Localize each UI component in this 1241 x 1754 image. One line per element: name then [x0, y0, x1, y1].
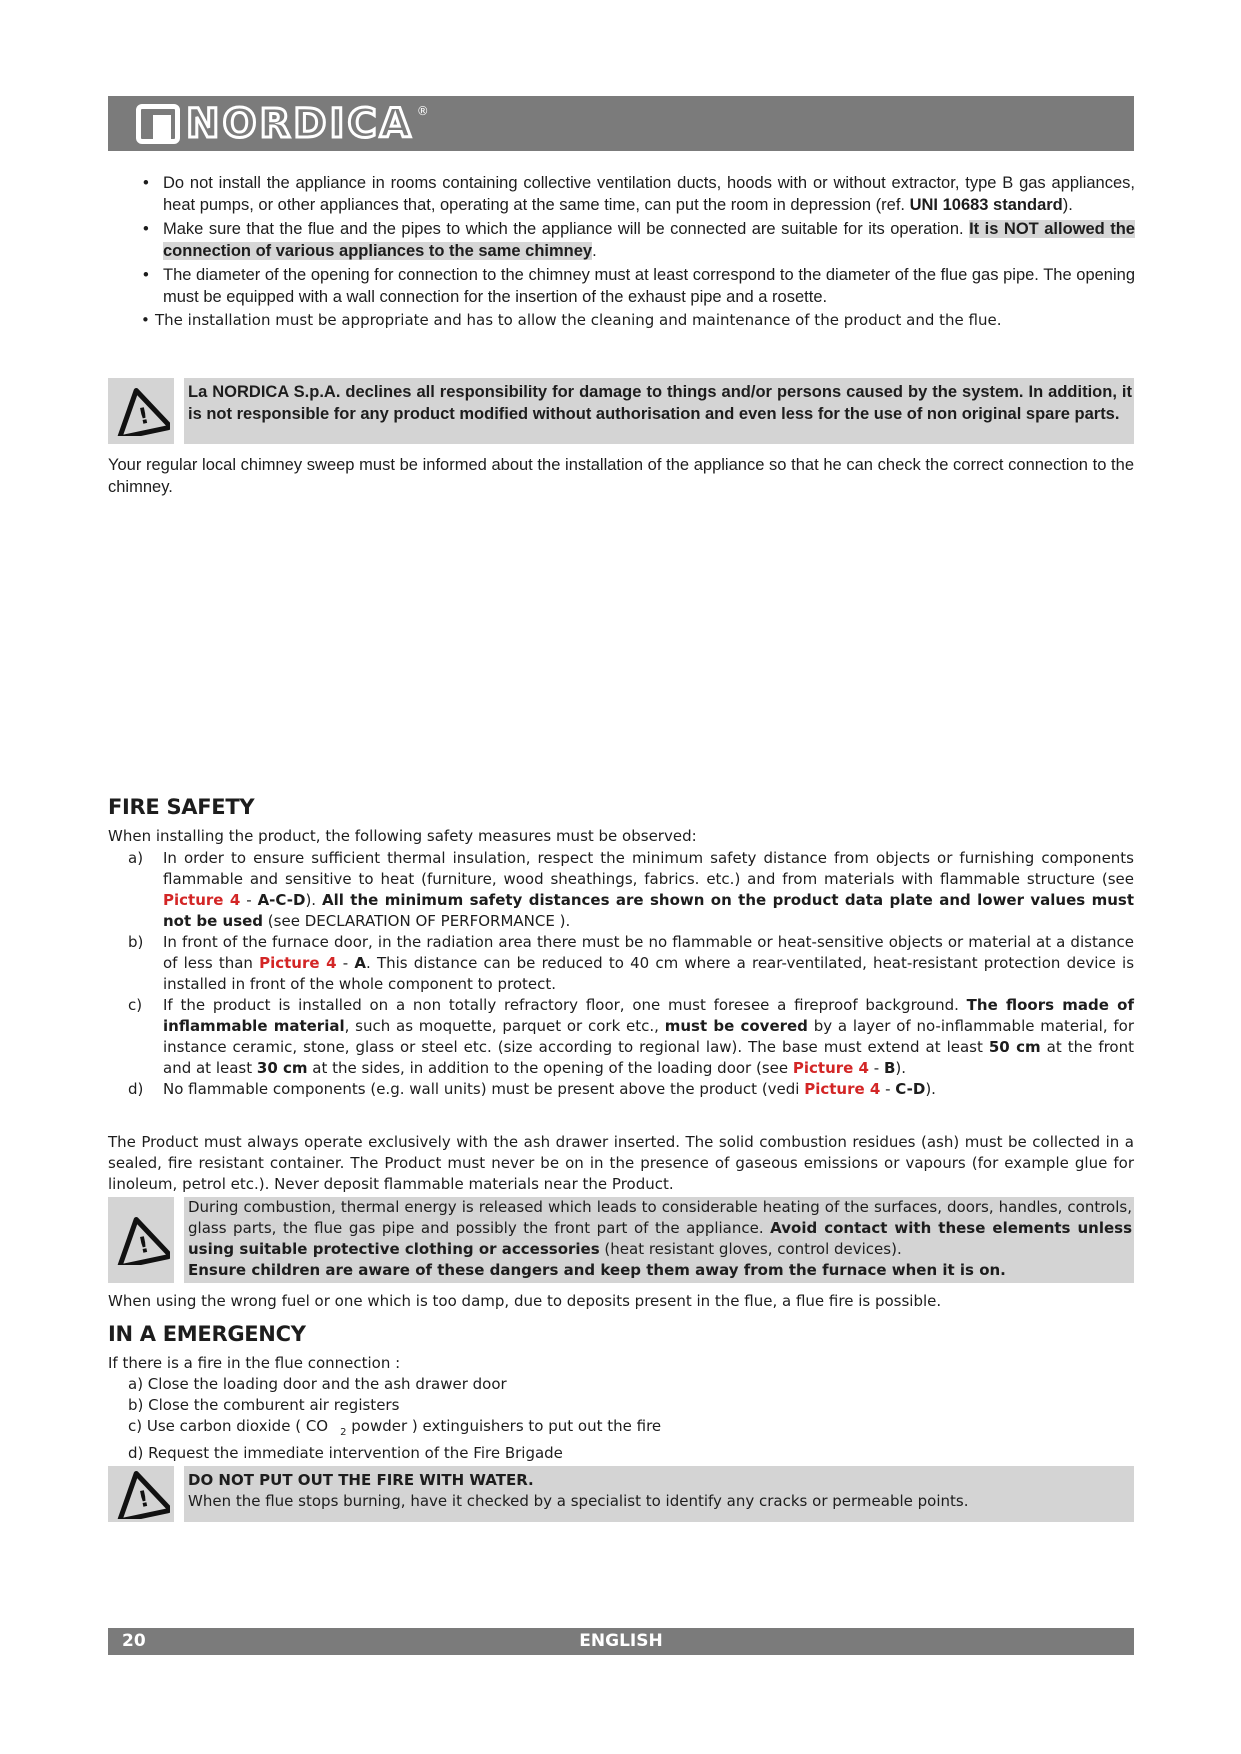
- footer-language: ENGLISH: [579, 1631, 663, 1651]
- ash-drawer-paragraph: The Product must always operate exclusively with the ash drawer inserted. The solid combustion residues (ash) must be collected in a sealed, fire resistant container. The Product must never be on in the presence of gaseous emissions or vapours (for example glue for linoleum, petrol etc.). Never deposit flammable materials near the Product.: [108, 1133, 1134, 1193]
- intro-bullet-list: [143, 172, 1135, 331]
- bullet-item: • Do not install the appliance in rooms containing collective ventilation ducts, hoods with or without extractor, type B gas appliances, heat pumps, or other appliances that, operating at the same time, can put the room in depression (ref. UNI 10683 standard).: [143, 174, 1135, 214]
- list-item: d) No flammable components (e.g. wall units) must be present above the product (vedi Picture 4 - C-D).: [128, 1080, 936, 1098]
- warning-text: During combustion, thermal energy is released which leads to considerable heating of the surfaces, doors, handles, controls, glass parts, the flue gas pipe and possibly the front part of the appliance. Avoid contact with these elements unless using suitable protective clothing or accessories (heat resistant gloves, control devices). Ensure children are aware of these dangers and keep them away from the furnace when it is on.: [184, 1197, 1134, 1283]
- warning-triangle-icon: [112, 1469, 170, 1519]
- picture-reference: Picture 4: [804, 1080, 881, 1098]
- warning-icon: [108, 1197, 174, 1283]
- brand-logo: [136, 100, 429, 148]
- svg-text:!: !: [136, 403, 152, 431]
- brand-logo-mark: [136, 104, 180, 144]
- wrong-fuel-paragraph: When using the wrong fuel or one which is too damp, due to deposits present in the flue, a flue fire is possible.: [108, 1292, 942, 1310]
- picture-reference: Picture 4: [259, 954, 337, 972]
- bullet-item: • Make sure that the flue and the pipes to which the appliance will be connected are suitable for its operation. It is NOT allowed the connection of various appliances to the same chimney.: [143, 220, 1135, 260]
- warning-triangle-icon: [112, 1215, 170, 1265]
- emergency-list: [128, 1374, 1128, 1464]
- bullet-item: • The installation must be appropriate and has to allow the cleaning and maintenance of the product and the flue.: [141, 311, 1002, 329]
- list-item: d) Request the immediate intervention of the Fire Brigade: [128, 1444, 563, 1462]
- fire-safety-list: [108, 848, 1134, 1100]
- list-item: c) If the product is installed on a non totally refractory floor, one must foresee a fireproof background. The floors made of inflammable material, such as moquette, parquet or cork etc., must be covered by a layer of no-inflammable material, for instance ceramic, stone, glass or steel etc. (size according to regional law). The base must extend at least 50 cm at the front and at least 30 cm at the sides, in addition to the opening of the loading door (see Picture 4 - B).: [128, 996, 1135, 1077]
- warning-icon: [108, 378, 174, 444]
- highlighted-text: It is NOT allowed the connection of various appliances to the same chimney: [163, 220, 1135, 260]
- picture-reference: Picture 4: [163, 891, 241, 909]
- emergency-intro: If there is a fire in the flue connection :: [108, 1354, 401, 1372]
- list-item: c) Use carbon dioxide ( CO $_2$ powder ) extinguishers to put out the fire: [128, 1417, 662, 1438]
- footer-bar: [108, 1628, 1134, 1655]
- section-title-emergency: IN A EMERGENCY: [108, 1322, 306, 1346]
- warning-box-responsibility: [108, 378, 1134, 444]
- fire-safety-intro: When installing the product, the following safety measures must be observed:: [108, 827, 697, 845]
- warning-text: DO NOT PUT OUT THE FIRE WITH WATER. When the flue stops burning, have it checked by a specialist to identify any cracks or permeable points.: [184, 1466, 1134, 1522]
- svg-text:!: !: [136, 1486, 152, 1514]
- list-item: a) Close the loading door and the ash drawer door: [128, 1375, 507, 1393]
- warning-text: La NORDICA S.p.A. declines all responsibility for damage to things and/or persons caused by the system. In addition, it is not responsible for any product modified without authorisation and even less for the use of non original spare parts.: [184, 378, 1134, 444]
- list-item: b) In front of the furnace door, in the radiation area there must be no flammable or heat-sensitive objects or material at a distance of less than Picture 4 - A. This distance can be reduced to 40 cm where a rear-ventilated, heat-resistant protection device is installed in front of the whole component to protect.: [128, 933, 1135, 993]
- section-title-fire-safety: FIRE SAFETY: [108, 795, 255, 819]
- svg-text:!: !: [136, 1232, 152, 1260]
- registered-mark: ®: [416, 104, 429, 118]
- bullet-item: • The diameter of the opening for connection to the chimney must at least correspond to the diameter of the flue gas pipe. The opening must be equipped with a wall connection for the insertion of the exhaust pipe and a rosette.: [143, 266, 1135, 306]
- list-item: a) In order to ensure sufficient thermal insulation, respect the minimum safety distance from objects or furnishing components flammable and sensitive to heat (furniture, wood sheathings, fabrics. etc.) and from materials with flammable structure (see Picture 4 - A-C-D). All the minimum safety distances are shown on the product data plate and lower values must not be used (see DECLARATION OF PERFORMANCE ).: [128, 849, 1135, 930]
- warning-triangle-icon: [112, 386, 170, 436]
- warning-box-heat: [108, 1197, 1134, 1283]
- page-number: 20: [122, 1631, 146, 1651]
- warning-icon: [108, 1466, 174, 1522]
- chimney-sweep-paragraph: Your regular local chimney sweep must be informed about the installation of the appliance so that he can check the correct connection to the chimney.: [108, 456, 1134, 496]
- warning-box-water: [108, 1466, 1134, 1522]
- brand-name: NORDICA: [186, 101, 414, 147]
- header-bar: [108, 96, 1134, 151]
- list-item: b) Close the comburent air registers: [128, 1396, 400, 1414]
- picture-reference: Picture 4: [792, 1059, 869, 1077]
